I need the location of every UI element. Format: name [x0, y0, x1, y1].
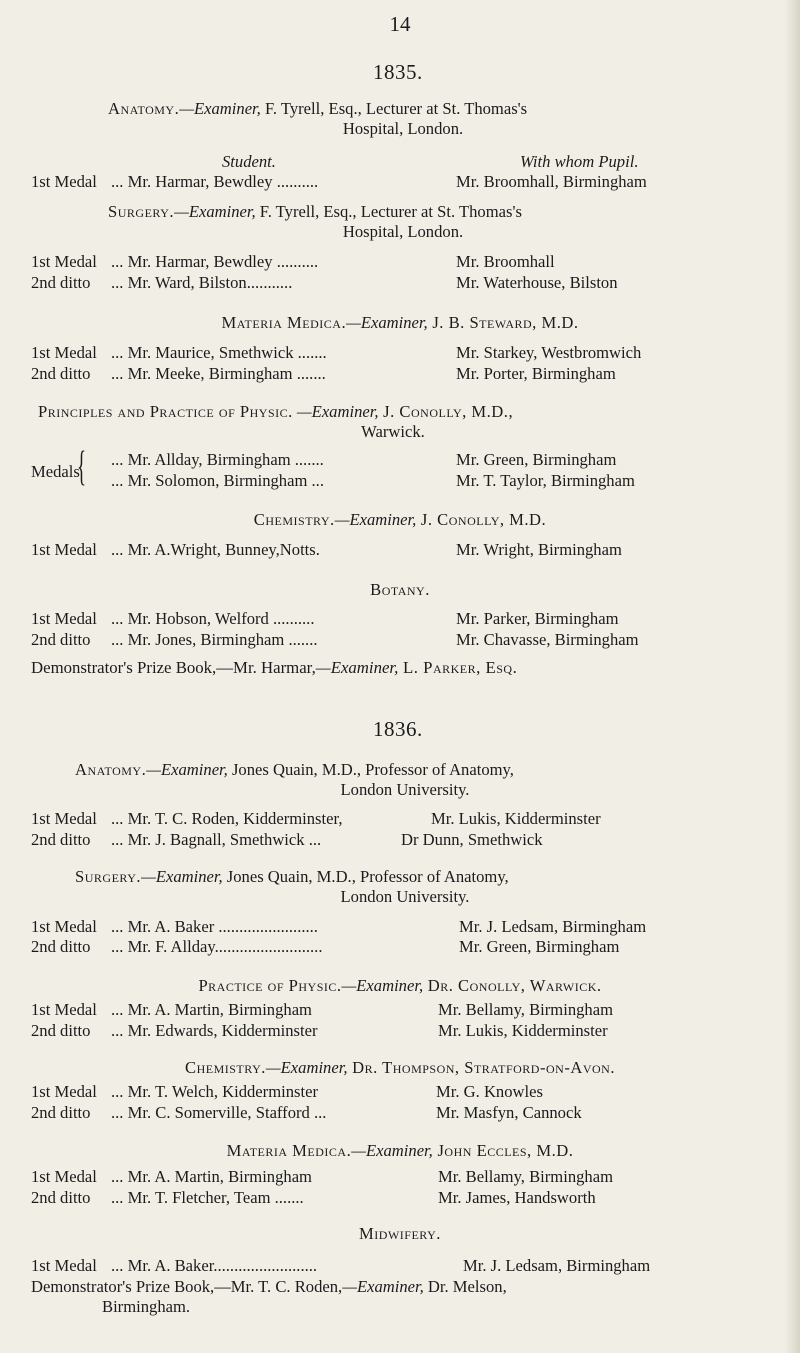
pupil-of: Mr. T. Taylor, Birmingham [456, 471, 635, 490]
pupil-of: Mr. Masfyn, Cannock [436, 1103, 582, 1122]
pupil-of: Mr. Wright, Birmingham [456, 540, 622, 559]
pupil-of: Mr. James, Handsworth [438, 1188, 596, 1207]
pupil-of: Mr. Bellamy, Birmingham [438, 1000, 613, 1019]
pupil-of: Mr. Parker, Birmingham [456, 609, 619, 628]
prize-label: 2nd ditto [31, 1188, 91, 1207]
subject-title: Surgery. [75, 867, 142, 886]
pupil-of: Mr. Starkey, Westbromwich [456, 343, 642, 362]
examiner-name: Jones Quain, M.D., Professor of Anatomy, [222, 867, 509, 886]
prize-label: 2nd ditto [31, 937, 91, 956]
prize-label: 1st Medal [31, 343, 97, 362]
student-name: ... Mr. Solomon, Birmingham ... [111, 471, 324, 490]
examiner-name: J. Conolly, M.D., [378, 402, 514, 421]
student-name: ... Mr. T. C. Roden, Kidderminster, [111, 809, 343, 828]
year-heading: 1835. [373, 60, 423, 84]
prize-row [31, 364, 751, 384]
prize-label: 1st Medal [31, 809, 97, 828]
subject-title: Practice of Physic. [198, 976, 342, 995]
examiner-name: Dr. Melson, [423, 1277, 507, 1296]
pupil-of: Mr. J. Ledsam, Birmingham [463, 1256, 651, 1275]
pupil-of: Mr. Green, Birmingham [456, 450, 617, 469]
subject-title: Surgery. [108, 202, 175, 221]
prize-label: 2nd ditto [31, 364, 91, 383]
student-name: ... Mr. Hobson, Welford .......... [111, 609, 315, 628]
year-heading: 1836. [373, 717, 423, 741]
examiner-continuation: Hospital, London. [342, 222, 464, 241]
page-number: 14 [389, 12, 411, 36]
prize-label: 1st Medal [31, 252, 97, 271]
student-name: ... Mr. A. Martin, Birmingham [111, 1000, 312, 1019]
prize-row [31, 809, 751, 829]
section-heading-anatomy [75, 760, 735, 800]
prize-label: 1st Medal [31, 1167, 97, 1186]
prize-row [31, 1082, 751, 1102]
examiner-label: —Examiner, [315, 658, 399, 677]
student-name: ... Mr. Harmar, Bewdley .......... [111, 252, 319, 271]
student-name: ... Mr. A. Martin, Birmingham [111, 1167, 312, 1186]
prize-label: 2nd ditto [31, 1103, 91, 1122]
prize-row [31, 252, 751, 272]
examiner-name: F. Tyrell, Esq., Lecturer at St. Thomas's [255, 202, 522, 221]
examiner-label: —Examiner, [342, 1277, 424, 1296]
section-heading-surgery [108, 202, 698, 242]
prize-label: 1st Medal [31, 609, 97, 628]
section-heading-physic [38, 402, 748, 442]
examiner-label: —Examiner, [265, 1058, 348, 1077]
subject-title: Chemistry. [185, 1058, 266, 1077]
student-name: ... Mr. Harmar, Bewdley .......... [111, 172, 319, 191]
prize-row [31, 450, 751, 470]
demonstrator-continuation: Birmingham. [102, 1297, 191, 1316]
examiner-label: —Examiner, [346, 313, 428, 332]
demonstrator-prize [31, 658, 771, 678]
examiner-name: L. Parker, Esq. [398, 658, 518, 677]
section-heading-materia-medica [100, 313, 700, 333]
prize-row [31, 1021, 751, 1041]
prize-row [31, 172, 751, 192]
examiner-label: —Examiner, [351, 1141, 433, 1160]
prize-label: 1st Medal [31, 1082, 97, 1101]
examiner-continuation: London University. [340, 887, 470, 906]
prize-row [31, 630, 751, 650]
section-heading-botany [100, 580, 700, 600]
subject-title: Materia Medica. [226, 1141, 352, 1160]
section-heading-surgery [75, 867, 735, 907]
pupil-of: Dr Dunn, Smethwick [401, 830, 543, 849]
pupil-of: Mr. Lukis, Kidderminster [431, 809, 601, 828]
student-name: ... Mr. A. Baker......................... [111, 1256, 318, 1275]
column-header-student: Student. [222, 152, 276, 171]
section-heading-chemistry [100, 510, 700, 530]
examiner-name: Dr. Conolly, Warwick. [423, 976, 602, 995]
examiner-label: —Examiner, [334, 510, 417, 529]
student-name: ... Mr. A. Baker ........................ [111, 917, 318, 936]
pupil-of: Mr. Broomhall, Birmingham [456, 172, 647, 191]
pupil-of: Mr. Bellamy, Birmingham [438, 1167, 613, 1186]
prize-row [31, 609, 751, 629]
examiner-label: —Examiner, [174, 202, 256, 221]
examiner-label: —Examiner, [146, 760, 228, 779]
demonstrator-text: Demonstrator's Prize Book,—Mr. Harmar, [31, 658, 316, 677]
prize-label: 2nd ditto [31, 830, 91, 849]
student-name: ... Mr. Allday, Birmingham ....... [111, 450, 324, 469]
prize-row [31, 937, 751, 957]
prize-row [31, 917, 751, 937]
pupil-of: Mr. Broomhall [456, 252, 555, 271]
section-heading-materia-medica [100, 1141, 700, 1161]
pupil-of: Mr. Chavasse, Birmingham [456, 630, 639, 649]
pupil-of: Mr. Waterhouse, Bilston [456, 273, 618, 292]
student-name: ... Mr. J. Bagnall, Smethwick ... [111, 830, 322, 849]
pupil-of: Mr. Lukis, Kidderminster [438, 1021, 608, 1040]
examiner-name: Jones Quain, M.D., Professor of Anatomy, [227, 760, 514, 779]
prize-row [31, 1188, 751, 1208]
prize-row [31, 343, 751, 363]
prize-row [31, 471, 751, 491]
pupil-of: Mr. G. Knowles [436, 1082, 543, 1101]
student-name: ... Mr. Meeke, Birmingham ....... [111, 364, 326, 383]
examiner-continuation: London University. [340, 780, 470, 799]
examiner-label: —Examiner, [141, 867, 223, 886]
page-edge [786, 0, 800, 1353]
prize-label: 2nd ditto [31, 630, 91, 649]
student-name: ... Mr. A.Wright, Bunney,Notts. [111, 540, 320, 559]
subject-title: Anatomy. [108, 99, 180, 118]
section-heading-chemistry [60, 1058, 740, 1078]
pupil-of: Mr. J. Ledsam, Birmingham [459, 917, 647, 936]
demonstrator-prize [31, 1277, 771, 1297]
column-header-pupil: With whom Pupil. [520, 152, 639, 171]
section-heading-physic [60, 976, 740, 996]
section-heading-midwifery [100, 1224, 700, 1244]
medals-label: Medals [31, 462, 80, 481]
prize-label: 1st Medal [31, 540, 97, 559]
examiner-label: —Examiner, [341, 976, 424, 995]
prize-label: 1st Medal [31, 917, 97, 936]
student-name: ... Mr. F. Allday.......................... [111, 937, 323, 956]
student-name: ... Mr. Edwards, Kidderminster [111, 1021, 318, 1040]
prize-row [31, 830, 751, 850]
brace-mark: { [77, 444, 87, 490]
prize-row [31, 540, 751, 560]
prize-label: 1st Medal [31, 1256, 97, 1275]
prize-row [31, 1167, 751, 1187]
subject-title: Anatomy. [75, 760, 147, 779]
prize-row [31, 273, 751, 293]
student-name: ... Mr. Maurice, Smethwick ....... [111, 343, 327, 362]
prize-label: 2nd ditto [31, 273, 91, 292]
student-name: ... Mr. T. Fletcher, Team ....... [111, 1188, 304, 1207]
student-name: ... Mr. C. Somerville, Stafford ... [111, 1103, 327, 1122]
subject-title: Botany. [370, 580, 430, 599]
pupil-of: Mr. Porter, Birmingham [456, 364, 616, 383]
subject-title: Materia Medica. [221, 313, 347, 332]
student-name: ... Mr. T. Welch, Kidderminster [111, 1082, 318, 1101]
examiner-label: —Examiner, [179, 99, 261, 118]
examiner-label: —Examiner, [292, 402, 379, 421]
prize-label: 2nd ditto [31, 1021, 91, 1040]
pupil-of: Mr. Green, Birmingham [459, 937, 620, 956]
student-name: ... Mr. Ward, Bilston........... [111, 273, 293, 292]
prize-row [31, 1256, 751, 1276]
examiner-continuation: Warwick. [361, 422, 425, 441]
examiner-name: J. B. Steward, M.D. [427, 313, 579, 332]
examiner-name: J. Conolly, M.D. [416, 510, 547, 529]
prize-row [31, 1000, 751, 1020]
subject-title: Principles and Practice of Physic. [38, 402, 293, 421]
student-name: ... Mr. Jones, Birmingham ....... [111, 630, 318, 649]
examiner-continuation: Hospital, London. [342, 119, 464, 138]
examiner-name: John Eccles, M.D. [432, 1141, 574, 1160]
examiner-name: F. Tyrell, Esq., Lecturer at St. Thomas's [260, 99, 528, 118]
section-heading-anatomy [108, 99, 698, 139]
examiner-name: Dr. Thompson, Stratford-on-Avon. [347, 1058, 615, 1077]
subject-title: Midwifery. [359, 1224, 441, 1243]
prize-row [31, 1103, 751, 1123]
demonstrator-text: Demonstrator's Prize Book,—Mr. T. C. Roden, [31, 1277, 343, 1296]
subject-title: Chemistry. [253, 510, 335, 529]
prize-label: 1st Medal [31, 1000, 97, 1019]
prize-label: 1st Medal [31, 172, 97, 191]
